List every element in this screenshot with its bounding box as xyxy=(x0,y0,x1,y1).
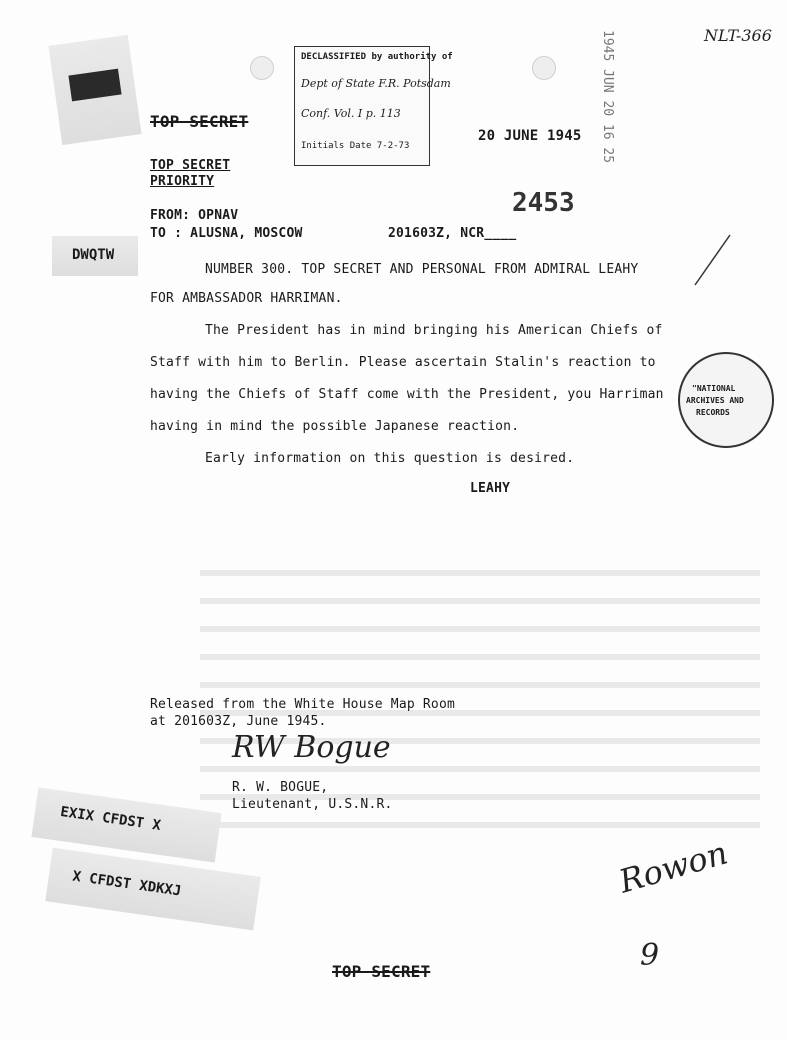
serial-number: 2453 xyxy=(512,188,575,218)
to-line: TO : ALUSNA, MOSCOW xyxy=(150,226,303,241)
release-line-1: Released from the White House Map Room xyxy=(150,697,456,712)
seal-line-1: "NATIONAL xyxy=(692,384,736,393)
archive-seal xyxy=(678,352,774,448)
check-mark-icon xyxy=(690,230,740,290)
body-line-4: Staff with him to Berlin. Please ascertain Stalin's reaction to xyxy=(150,355,656,370)
body-line-3: The President has in mind bringing his American Chiefs of xyxy=(205,323,663,338)
dtg-line: 201603Z, NCR____ xyxy=(388,226,517,241)
body-line-7: Early information on this question is desired. xyxy=(205,451,575,466)
punch-hole-left xyxy=(250,56,274,80)
tape-bottom-1-text: EXIX CFDST X xyxy=(59,804,162,834)
declassified-authority: Dept of State F.R. Potsdam xyxy=(301,77,451,90)
tape-dwqtw-text: DWQTW xyxy=(72,247,115,263)
handwritten-signature: RW Bogue xyxy=(232,730,391,765)
declassified-ref: Conf. Vol. I p. 113 xyxy=(301,107,401,120)
handwritten-rowon: Rowon xyxy=(614,833,732,901)
footer-classification: TOP SECRET xyxy=(332,962,431,981)
officer-name: R. W. BOGUE, xyxy=(232,780,329,795)
from-line: FROM: OPNAV xyxy=(150,208,239,223)
body-line-1: NUMBER 300. TOP SECRET AND PERSONAL FROM ADMIRAL LEAHY xyxy=(205,262,639,277)
priority-line: PRIORITY xyxy=(150,174,215,189)
punch-hole-right xyxy=(532,56,556,80)
release-line-2: at 201603Z, June 1945. xyxy=(150,714,327,729)
classification-line: TOP SECRET xyxy=(150,158,231,173)
declassified-label: DECLASSIFIED by authority of xyxy=(301,52,453,62)
declassified-date: Initials Date 7-2-73 xyxy=(301,141,410,151)
tape-bottom-2-text: X CFDST XDKXJ xyxy=(71,868,183,900)
body-line-2: FOR AMBASSADOR HARRIMAN. xyxy=(150,291,343,306)
nlt-number: NLT-366 xyxy=(704,26,772,45)
receipt-stamp: 1945 JUN 20 16 25 xyxy=(600,30,615,164)
declassified-stamp xyxy=(294,46,453,166)
seal-line-2: ARCHIVES AND xyxy=(686,396,744,405)
body-line-6: having in mind the possible Japanese reaction. xyxy=(150,419,520,434)
handwritten-number: 9 xyxy=(640,938,660,973)
seal-line-3: RECORDS xyxy=(696,408,730,417)
message-date: 20 JUNE 1945 xyxy=(478,128,582,144)
signature-name: LEAHY xyxy=(470,481,511,496)
body-line-5: having the Chiefs of Staff come with the President, you Harriman xyxy=(150,387,664,402)
header-classification: TOP SECRET xyxy=(150,112,249,131)
officer-rank: Lieutenant, U.S.N.R. xyxy=(232,797,393,812)
